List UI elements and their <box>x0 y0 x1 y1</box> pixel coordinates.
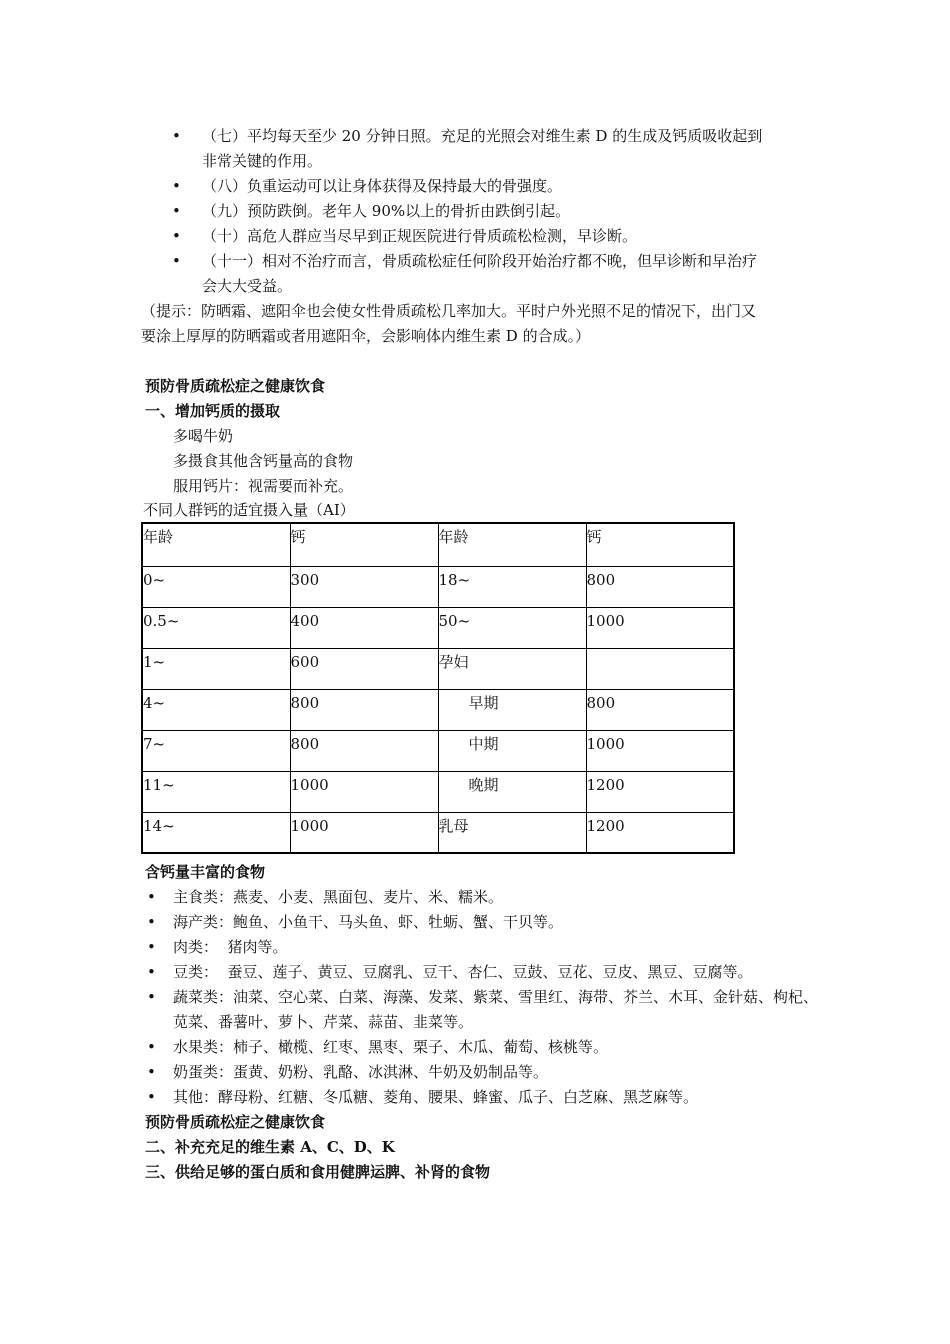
table-row <box>142 812 734 853</box>
table-cell: 50~ <box>438 607 586 648</box>
point-supplement: 服用钙片：视需要而补充。 <box>173 477 354 495</box>
table-row <box>142 607 734 648</box>
food-seafood: 海产类：鲍鱼、小鱼干、马头鱼、虾、牡蛎、蟹、干贝等。 <box>173 913 564 931</box>
table-cell-text: 中期 <box>468 734 499 753</box>
table-cell: 14~ <box>142 812 290 853</box>
table-cell-text: 晚期 <box>468 775 499 794</box>
table-row <box>142 648 734 689</box>
table-cell: 0.5~ <box>142 607 290 648</box>
table-cell: 1000 <box>586 730 734 771</box>
table-cell: 800 <box>586 689 734 730</box>
tip-7-line-2: 非常关键的作用。 <box>202 152 323 170</box>
food-meat: 肉类： 猪肉等。 <box>173 938 288 956</box>
table-cell: 孕妇 <box>438 648 586 689</box>
table-cell: 800 <box>586 566 734 607</box>
point-foods: 多摄食其他含钙量高的食物 <box>173 452 354 470</box>
food-staples: 主食类：燕麦、小麦、黑面包、麦片、米、糯米。 <box>173 888 504 906</box>
table-cell: 1200 <box>586 812 734 853</box>
table-cell: 1000 <box>290 812 438 853</box>
bullet: • <box>147 1063 156 1081</box>
table-row <box>142 566 734 607</box>
table-caption: 不同人群钙的适宜摄入量（AI） <box>143 501 355 519</box>
food-others: 其他：酵母粉、红糖、冬瓜糖、菱角、腰果、蜂蜜、瓜子、白芝麻、黑芝麻等。 <box>173 1088 699 1106</box>
bullet: • <box>172 202 181 220</box>
food-vegetables-line-2: 苋菜、番薯叶、萝卜、芹菜、蒜苗、韭菜等。 <box>173 1013 474 1031</box>
food-dairy-eggs: 奶蛋类：蛋黄、奶粉、乳酪、冰淇淋、牛奶及奶制品等。 <box>173 1063 549 1081</box>
table-cell: 800 <box>290 689 438 730</box>
diet-heading: 预防骨质疏松症之健康饮食 <box>145 377 326 395</box>
section-1-title: 一、增加钙质的摄取 <box>145 402 281 420</box>
tip-7-line-1: （七）平均每天至少 20 分钟日照。充足的光照会对维生素 D 的生成及钙质吸收起到 <box>202 127 763 145</box>
table-cell <box>438 730 586 771</box>
point-milk: 多喝牛奶 <box>173 427 234 445</box>
calcium-intake-table <box>141 522 735 854</box>
tip-11-line-1: （十一）相对不治疗而言，骨质疏松症任何阶段开始治疗都不晚，但早诊断和早治疗 <box>202 252 758 270</box>
bullet: • <box>147 938 156 956</box>
hint-line-1: （提示：防晒霜、遮阳伞也会使女性骨质疏松几率加大。平时户外光照不足的情况下，出门又 <box>141 302 757 320</box>
bullet: • <box>147 988 156 1006</box>
bullet: • <box>147 1088 156 1106</box>
bullet: • <box>172 177 181 195</box>
header-cell: 钙 <box>586 523 734 566</box>
table-row <box>142 689 734 730</box>
table-row <box>142 771 734 812</box>
food-fruits: 水果类：柿子、橄榄、红枣、黑枣、栗子、木瓜、葡萄、核桃等。 <box>173 1038 609 1056</box>
header-cell: 钙 <box>290 523 438 566</box>
table-cell: 7~ <box>142 730 290 771</box>
table-cell: 1000 <box>290 771 438 812</box>
table-cell <box>438 771 586 812</box>
table-cell: 600 <box>290 648 438 689</box>
table-row <box>142 730 734 771</box>
table-cell: 1~ <box>142 648 290 689</box>
foods-heading: 含钙量丰富的食物 <box>145 863 266 881</box>
bullet: • <box>172 227 181 245</box>
table-cell: 300 <box>290 566 438 607</box>
bullet: • <box>147 1038 156 1056</box>
table-cell: 1000 <box>586 607 734 648</box>
table-cell <box>586 648 734 689</box>
table-cell <box>438 689 586 730</box>
table-cell: 400 <box>290 607 438 648</box>
bullet: • <box>147 888 156 906</box>
table-cell: 18~ <box>438 566 586 607</box>
table-cell: 1200 <box>586 771 734 812</box>
table-cell: 乳母 <box>438 812 586 853</box>
table-cell: 4~ <box>142 689 290 730</box>
table-header-row <box>142 523 734 566</box>
table-cell-text: 早期 <box>468 693 499 712</box>
bullet: • <box>172 252 181 270</box>
tip-8: （八）负重运动可以让身体获得及保持最大的骨强度。 <box>202 177 563 195</box>
tip-10: （十）高危人群应当尽早到正规医院进行骨质疏松检测，早诊断。 <box>202 227 638 245</box>
section-2-title: 二、补充充足的维生素 A、C、D、K <box>145 1138 395 1156</box>
bullet: • <box>147 963 156 981</box>
food-vegetables-line-1: 蔬菜类：油菜、空心菜、白菜、海藻、发菜、紫菜、雪里红、海带、芥兰、木耳、金针菇、枸杞、 <box>173 988 819 1006</box>
table-cell: 11~ <box>142 771 290 812</box>
tip-9: （九）预防跌倒。老年人 90%以上的骨折由跌倒引起。 <box>202 202 571 220</box>
section-3-title: 三、供给足够的蛋白质和食用健脾运脾、补肾的食物 <box>145 1163 491 1181</box>
food-beans: 豆类： 蚕豆、莲子、黄豆、豆腐乳、豆干、杏仁、豆鼓、豆花、豆皮、黑豆、豆腐等。 <box>173 963 753 981</box>
footer-heading: 预防骨质疏松症之健康饮食 <box>145 1113 326 1131</box>
bullet: • <box>147 913 156 931</box>
table-cell: 0~ <box>142 566 290 607</box>
header-cell: 年龄 <box>142 523 290 566</box>
bullet: • <box>172 127 181 145</box>
hint-line-2: 要涂上厚厚的防晒霜或者用遮阳伞，会影响体内维生素 D 的合成。） <box>141 327 591 345</box>
table-cell: 800 <box>290 730 438 771</box>
header-cell: 年龄 <box>438 523 586 566</box>
tip-11-line-2: 会大大受益。 <box>202 277 293 295</box>
